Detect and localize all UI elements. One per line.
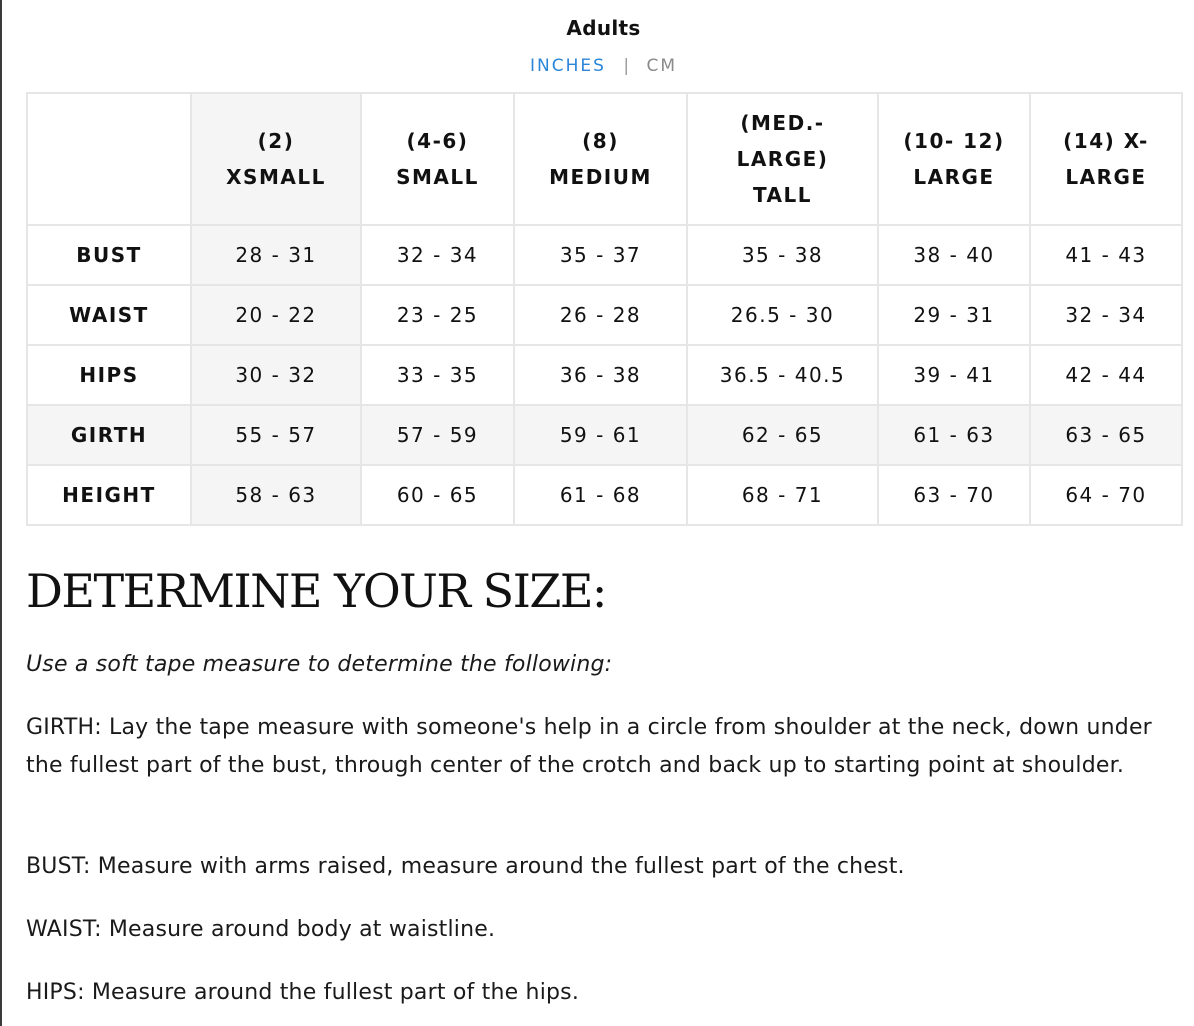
size-table bbox=[26, 92, 1183, 526]
table-cell: 33 - 35 bbox=[361, 345, 514, 405]
table-cell: 29 - 31 bbox=[878, 285, 1030, 345]
table-cell: 23 - 25 bbox=[361, 285, 514, 345]
row-label-girth: GIRTH bbox=[27, 405, 191, 465]
guide-bust-paragraph bbox=[26, 848, 1184, 886]
table-cell: 61 - 68 bbox=[514, 465, 687, 525]
table-cell: 62 - 65 bbox=[687, 405, 878, 465]
guide-hips-paragraph bbox=[26, 974, 1184, 1012]
corner-header-cell bbox=[27, 93, 191, 225]
table-cell: 36.5 - 40.5 bbox=[687, 345, 878, 405]
table-row-height bbox=[27, 465, 1182, 525]
table-row-girth bbox=[27, 405, 1182, 465]
table-cell: 32 - 34 bbox=[361, 225, 514, 285]
guide-intro: Use a soft tape measure to determine the following: bbox=[26, 652, 613, 677]
table-cell: 64 - 70 bbox=[1030, 465, 1182, 525]
row-label-hips: HIPS bbox=[27, 345, 191, 405]
unit-inches-button[interactable]: INCHES bbox=[529, 56, 606, 76]
table-header-row bbox=[27, 93, 1182, 225]
table-cell: 63 - 65 bbox=[1030, 405, 1182, 465]
unit-separator: | bbox=[623, 56, 630, 76]
table-cell: 55 - 57 bbox=[191, 405, 361, 465]
guide-girth-label: GIRTH: bbox=[26, 715, 102, 740]
guide-girth-paragraph bbox=[26, 709, 1184, 785]
guide-waist-paragraph bbox=[26, 911, 1184, 949]
table-cell: 26.5 - 30 bbox=[687, 285, 878, 345]
table-cell: 60 - 65 bbox=[361, 465, 514, 525]
row-label-bust: BUST bbox=[27, 225, 191, 285]
table-cell: 39 - 41 bbox=[878, 345, 1030, 405]
column-header-medium-large-tall: (MED.- LARGE) TALL bbox=[687, 93, 878, 225]
table-cell: 20 - 22 bbox=[191, 285, 361, 345]
table-cell: 61 - 63 bbox=[878, 405, 1030, 465]
guide-hips-text: Measure around the fullest part of the hips. bbox=[84, 980, 580, 1005]
column-header-large: (10- 12) LARGE bbox=[878, 93, 1030, 225]
unit-toggle bbox=[26, 56, 1181, 76]
table-cell: 35 - 37 bbox=[514, 225, 687, 285]
guide-heading: DETERMINE YOUR SIZE: bbox=[26, 564, 606, 618]
column-header-xsmall: (2) XSMALL bbox=[191, 93, 361, 225]
table-cell: 41 - 43 bbox=[1030, 225, 1182, 285]
guide-bust-text: Measure with arms raised, measure around the fullest part of the chest. bbox=[90, 854, 905, 879]
table-cell: 42 - 44 bbox=[1030, 345, 1182, 405]
table-row-hips bbox=[27, 345, 1182, 405]
table-cell: 68 - 71 bbox=[687, 465, 878, 525]
unit-cm-button[interactable]: CM bbox=[646, 56, 677, 76]
table-row-bust bbox=[27, 225, 1182, 285]
guide-bust-label: BUST: bbox=[26, 854, 91, 879]
table-cell: 32 - 34 bbox=[1030, 285, 1182, 345]
table-cell: 57 - 59 bbox=[361, 405, 514, 465]
table-cell: 28 - 31 bbox=[191, 225, 361, 285]
table-cell: 35 - 38 bbox=[687, 225, 878, 285]
row-label-waist: WAIST bbox=[27, 285, 191, 345]
table-row-waist bbox=[27, 285, 1182, 345]
table-cell: 59 - 61 bbox=[514, 405, 687, 465]
table-cell: 30 - 32 bbox=[191, 345, 361, 405]
guide-hips-label: HIPS: bbox=[26, 980, 85, 1005]
column-header-xlarge: (14) X- LARGE bbox=[1030, 93, 1182, 225]
table-cell: 38 - 40 bbox=[878, 225, 1030, 285]
guide-girth-text: Lay the tape measure with someone's help in a circle from shoulder at the neck, down under the fullest part of the bust, through center of the crotch and back up to starting point at shoulder. bbox=[26, 715, 1152, 778]
guide-waist-label: WAIST: bbox=[26, 917, 102, 942]
column-header-medium: (8) MEDIUM bbox=[514, 93, 687, 225]
table-cell: 63 - 70 bbox=[878, 465, 1030, 525]
table-cell: 36 - 38 bbox=[514, 345, 687, 405]
column-header-small: (4-6) SMALL bbox=[361, 93, 514, 225]
table-cell: 26 - 28 bbox=[514, 285, 687, 345]
guide-waist-text: Measure around body at waistline. bbox=[101, 917, 496, 942]
table-cell: 58 - 63 bbox=[191, 465, 361, 525]
row-label-height: HEIGHT bbox=[27, 465, 191, 525]
page-title: Adults bbox=[566, 16, 641, 40]
